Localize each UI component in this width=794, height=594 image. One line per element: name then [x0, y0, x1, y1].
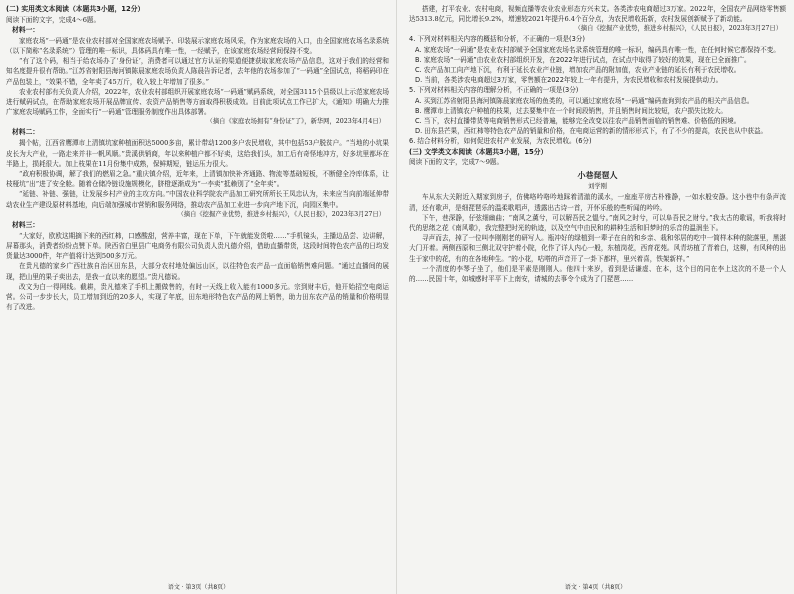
material-3-label: 材料三：: [12, 220, 40, 229]
material-3-paragraph: 在贵凡德的家乡广西壮族自治区田东县，大部分农村地处偏远山区，以往特色农产品一直面临销售难问题。“通过直播间的展现，把山里的果子卖出去，是我一直以来的愿望。”贵凡德说。: [6, 262, 389, 281]
question-4-option-a[interactable]: A. 家庭农场“一码通”是农业农村部赋予全国家庭农场名录系统管理的唯一标识，编码具有唯一性，在任何时候它都保持不变。: [415, 45, 780, 54]
question-5-option-b[interactable]: B. 鹰潭市上清镇农户种植的枝果，过去要集中在一个时间段销售，并且销售时间比较短，农户损失比较大。: [415, 106, 728, 115]
material-2-source: （摘自《挖掘产业优势，推进乡村振兴》，《人民日报》，2023年3月27日）: [177, 210, 385, 218]
material-3-continued: 搭建，打平农业、农村电商，视频直播等农业农业形态方兴未艾。各类涉农电商超过3万家。2022年，全国农产品网络零售额达5313.8亿元，同比增长9.2%，增速较2021年提升6.4个百分点，为农民增收拓新，农村发展创新赋予了新动能。: [409, 5, 786, 24]
story-title: 小巷琵琶人: [577, 171, 618, 181]
material-1-paragraph: 家庭农场“一码通”是农业农村部对全国家庭农场赋予、印装展示家庭农场风采，作为家庭农场的入口，由全国家庭农场名录系统（以下简称“名录系统”）管理的唯一标识，具体码具有唯一性，一经赋予，在该家庭农场经营间保持不变。: [6, 36, 389, 55]
question-4-option-d[interactable]: D. 当前，各类涉农电商超过3万家，零售额在2022年较上一年有提升，为农民增收和农村发展提供动力。: [415, 76, 723, 85]
story-paragraph: 寻声而去，掉了一位叫李刚刚老的研写人。瓶冲好的绿植到一辈子在自的和乡亲、栽和邻居的吃中一简样本种的院落里，黑湛大门开着。两侧西原和三侧北双守护着小院，化作了详人内心一般，东植岗花，西育花苑。风青坊植了青着白，这柳，有风种的出生于家中的花，有的在各地种生。“的小花，咕嗒的声音开了一卦下都样，里兴着喜，铁架新样。”: [409, 234, 786, 263]
material-1-paragraph: “有了这个码，相当于给农场办了‘身份证’，消费者可以通过官方认证的渠道便捷获取家庭农场产品信息，这对于我们的经营和知名度提升很有帮助。”江苏省射阳县海河镇陈晨家庭农场负责人陈晨告诉记者，去年他的农场参加了“一码通”全国试点，将稻码印在产品包装上，“效果不错，全年卖了45万斤，收入较上年增加了很多。”: [6, 57, 389, 86]
material-2-paragraph: 揭个帖，江西省鹰潭市上清镇坑家种植面积达5000多亩，累计带动1200多户农民增收，其中包括53户脱贫户。“当地的小坑果皮长为大产业，一路走来并非一帆风顺。”贵溪供销商，年以来种植户都不好卖，这给我们头，加工后有奇怪地冲方，好多坑里都坏在半路上，损耗很大。加上枝果在11月份集中成熟，保鲜期短，链运压力很大。: [6, 139, 389, 168]
page-right: [397, 0, 794, 594]
story-paragraph: 一个清度的李琴子坐了，他们是平素是刚刚人。他四十来岁，看到是话谦虚、在本，这个目的同在李上这次的不是一个人的……民国十年，如城感时平平下上南安，请城的去事令个成为了门琵琶……: [409, 264, 786, 284]
material-3-paragraph: 改文为白一得网线。截耕，贵凡德来了手机上搬做售的，有时一天线上收入能有1000多元。宗到财丰后，他开始招空电商运营。公司一步步长大，员工增加到近的20多人，实现了年底，田东地形特色农产品的网上销售，助力田东农产品的销量和价格明显有了改进。: [6, 282, 389, 312]
question-4-option-c[interactable]: C. 农产品加工向产地下沉，有利于延长农业产业链，增加农产品的附加值，农业产业链的延长有利于农民增收。: [415, 66, 741, 75]
question-6: 6. 结合材料分析，如何促进农村产业发展，为农民增收。(6分): [409, 137, 592, 146]
question-5-option-a[interactable]: A. 买到江苏省射阳县海河镇陈晨家庭农场的鱼类的，可以通过家庭农场“一码通”编码查询到农产品的相关产品信息。: [415, 96, 754, 105]
question-5-stem: 5. 下列对材料相关内容的理解分析，不正确的一项是(3分): [409, 86, 579, 95]
material-3-paragraph: “大家好，欧欧这期摘下来的西红柿，口感酸甜，营养丰富，现在下单，下午就能发货啦……”手机镜头，主播边品尝、边讲解，屏幕那头，消费者纷纷点赞下单。陕西省白里县广电商务有限公司负责人贵凡德介绍，借助直播带货，这段时间特色农产品的日均发货量达3000件，年产值将计达到500多万元。: [6, 231, 389, 261]
material-1-source: （摘自《家庭农场拥有“身份证”了》，新华网，2023年4月4日）: [206, 118, 385, 126]
material-1-label: 材料一：: [12, 25, 40, 34]
material-2-paragraph: “政府积极协调，解了我们的燃眉之急。”重庆镇介绍，近年来，上清镇加快补齐通路、物流等基础短板，不断健全冷库体系，让枝桠坑“出”进了安全舱。随着仓储冷链设施规模化，脐橙逐渐成为“一李卖”抵赖别了“全年卖”。: [6, 170, 389, 189]
question-4-option-b[interactable]: B. 家庭农场“一码通”由农业农村部组织开发，在2022年进行试点，在试点中取得了较好的效果，现在已全面推广。: [415, 55, 751, 64]
section-header-literary: (三) 文学类文本阅读（本题共3小题，15分）: [409, 147, 548, 156]
material-2-label: 材料二：: [12, 128, 40, 137]
question-5-option-d[interactable]: D. 田东县芒果，西红柿等特色农产品的销量和价格，在电商运营的新的情形形式下，有了不少的提高，农民也从中获益。: [415, 127, 768, 136]
story-author: 刘学刚: [588, 183, 607, 191]
instruction-2: 阅读下面的文字，完成7～9题。: [409, 158, 504, 167]
question-5-option-c[interactable]: C. 当下，农村直播带货等电商销售形式已经普遍，能够完全改变以往农产品销售面临的销售难、价格低的困境。: [415, 117, 741, 126]
section-header-practical: (二) 实用类文本阅读（本题共3小题，12分）: [6, 5, 145, 13]
question-4-stem: 4. 下列对材料相关内容的概括和分析，不正确的一项是(3分): [409, 35, 585, 44]
material-1-paragraph: 农业农村部有关负责人介绍，2022年，农业农村部组织开展家庭农场“一码通”赋码系统，对全国3115个县级以上示范家庭农场进行赋码试点，在帮助家庭农场开展品牌宣传、农资产品销售等方面取得积极成效。目前此项试点工作已扩大，《通知》明确大力推广家庭农场赋码工作，全面实行“一码通”管理服务制度作出具体部署。: [6, 87, 389, 117]
story-paragraph: 车从东大关附近入期家到房子，仿佛咯吟咯吟地踩着清澈的溪水，一座座平房古朴雅静，一如水般安静。这小巷中有条声流清，还有歌声，是细琵琶乐的温柔歌唱声，透露出古诗一首，开怀乐般的些听闻的吟吟。: [409, 193, 786, 212]
material-2-paragraph: “延链、补链、强链，让发展乡村产业的主攻方向。”中国农业科学院农产品加工研究所所长王凤忠认为，未来应当向前端延伸带动农业生产建设原材料基地，向后端加强城市营销和服务网络，推动农产品加工业进一步向产地下沉，向园区集中。: [6, 190, 389, 209]
instruction: 阅读下面的文字，完成4～6题。: [6, 15, 101, 24]
story-paragraph: 下午，巷深静，仔弦细幽曲；“南风之薰兮，可以解吾民之愠兮。”南风之时兮，可以阜吾民之财兮。”我太古的歌谣，听我将时代的思绪之花《南风歌》，我完整把时光的轨迹，以及空气中由民和的耕种生活和旧梦时的乐音的温润坐下。: [409, 213, 786, 233]
page-footer-left: 语文 · 第3页（共8页）: [167, 584, 230, 591]
page-footer-right: 语文 · 第4页（共8页）: [564, 584, 627, 591]
material-3-source: （摘自《挖掘产业优势，推进乡村振兴》，《人民日报》，2023年3月27日）: [574, 25, 782, 33]
